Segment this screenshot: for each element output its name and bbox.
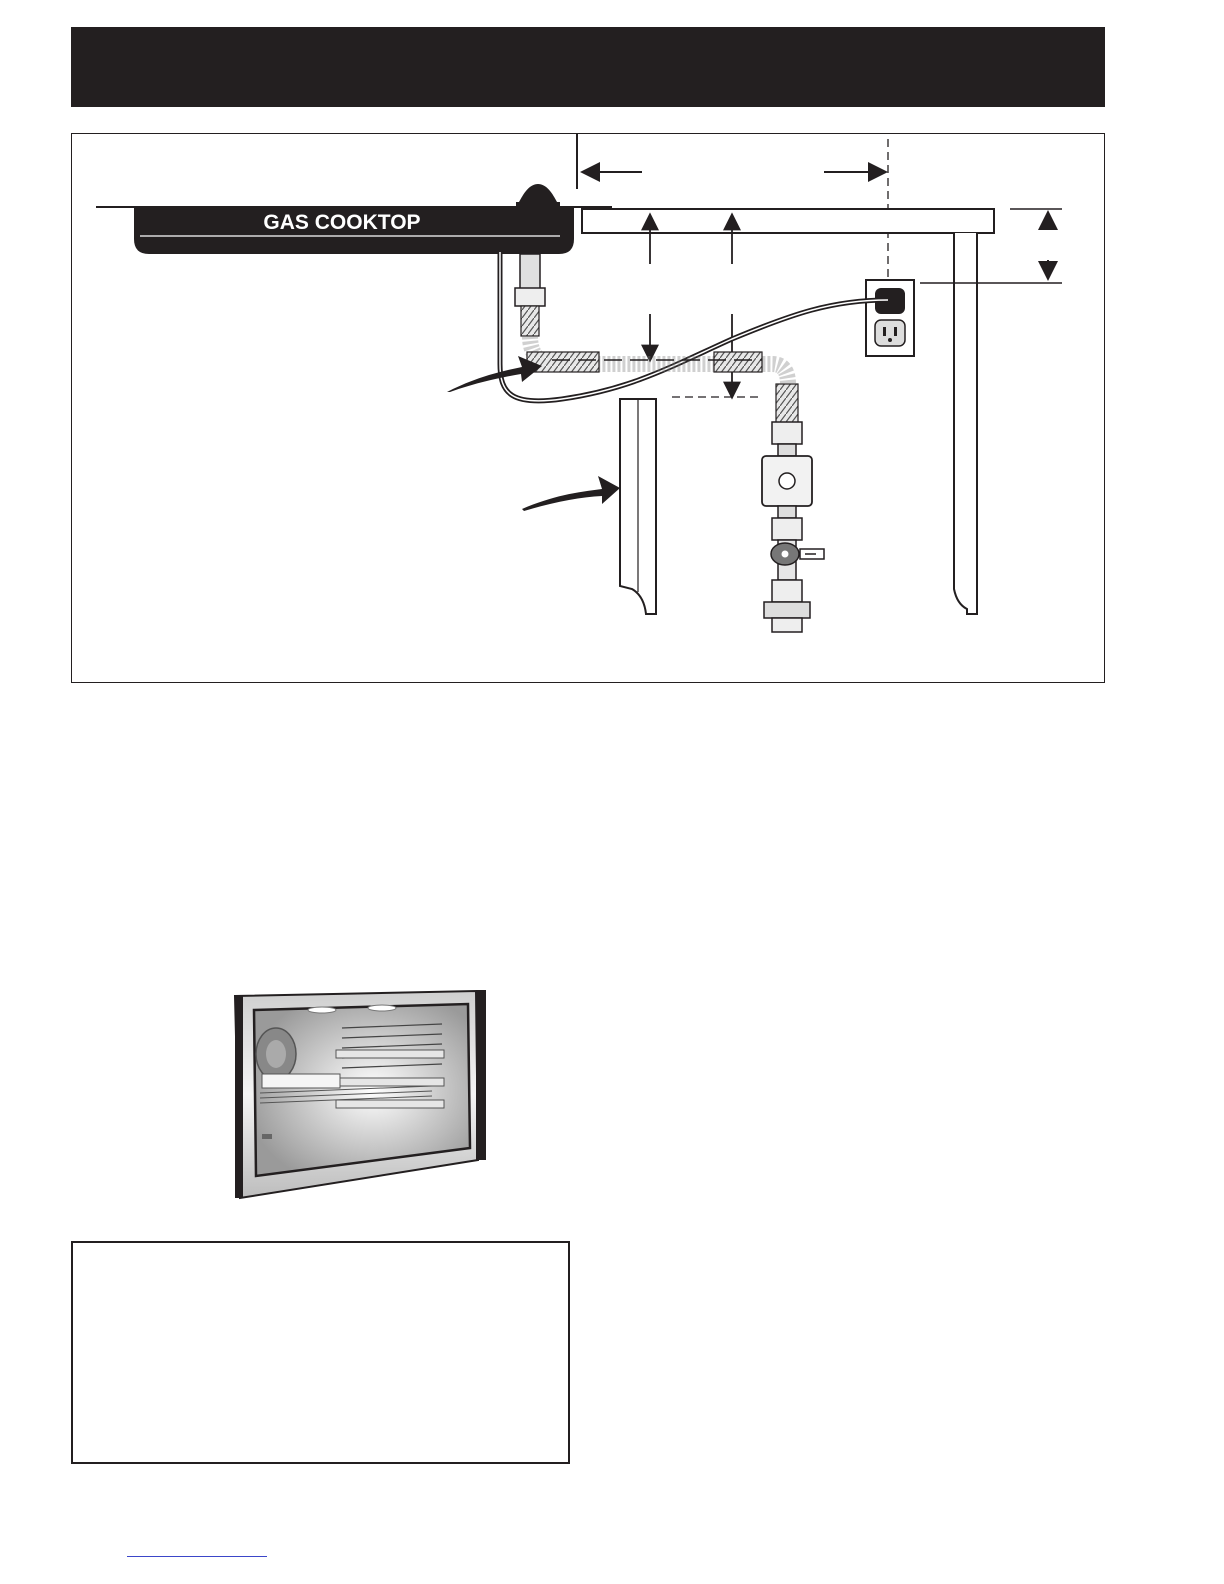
burner-knob-icon [518,184,558,204]
installation-diagram [71,133,1105,683]
pointer-arrow-pipe [447,356,542,392]
oven-svg [232,988,490,1202]
footer-link-underline[interactable] [127,1556,267,1557]
installation-diagram-svg [72,134,1105,683]
oven-interior-illustration [232,988,490,1202]
note-box [71,1241,570,1464]
counter-slab [582,209,994,233]
cabinet-wall-right [954,233,977,614]
pointer-arrow-panel [522,476,620,511]
cooktop-label: GAS COOKTOP [263,211,421,234]
header-bar [71,27,1105,107]
power-cord [500,252,888,401]
